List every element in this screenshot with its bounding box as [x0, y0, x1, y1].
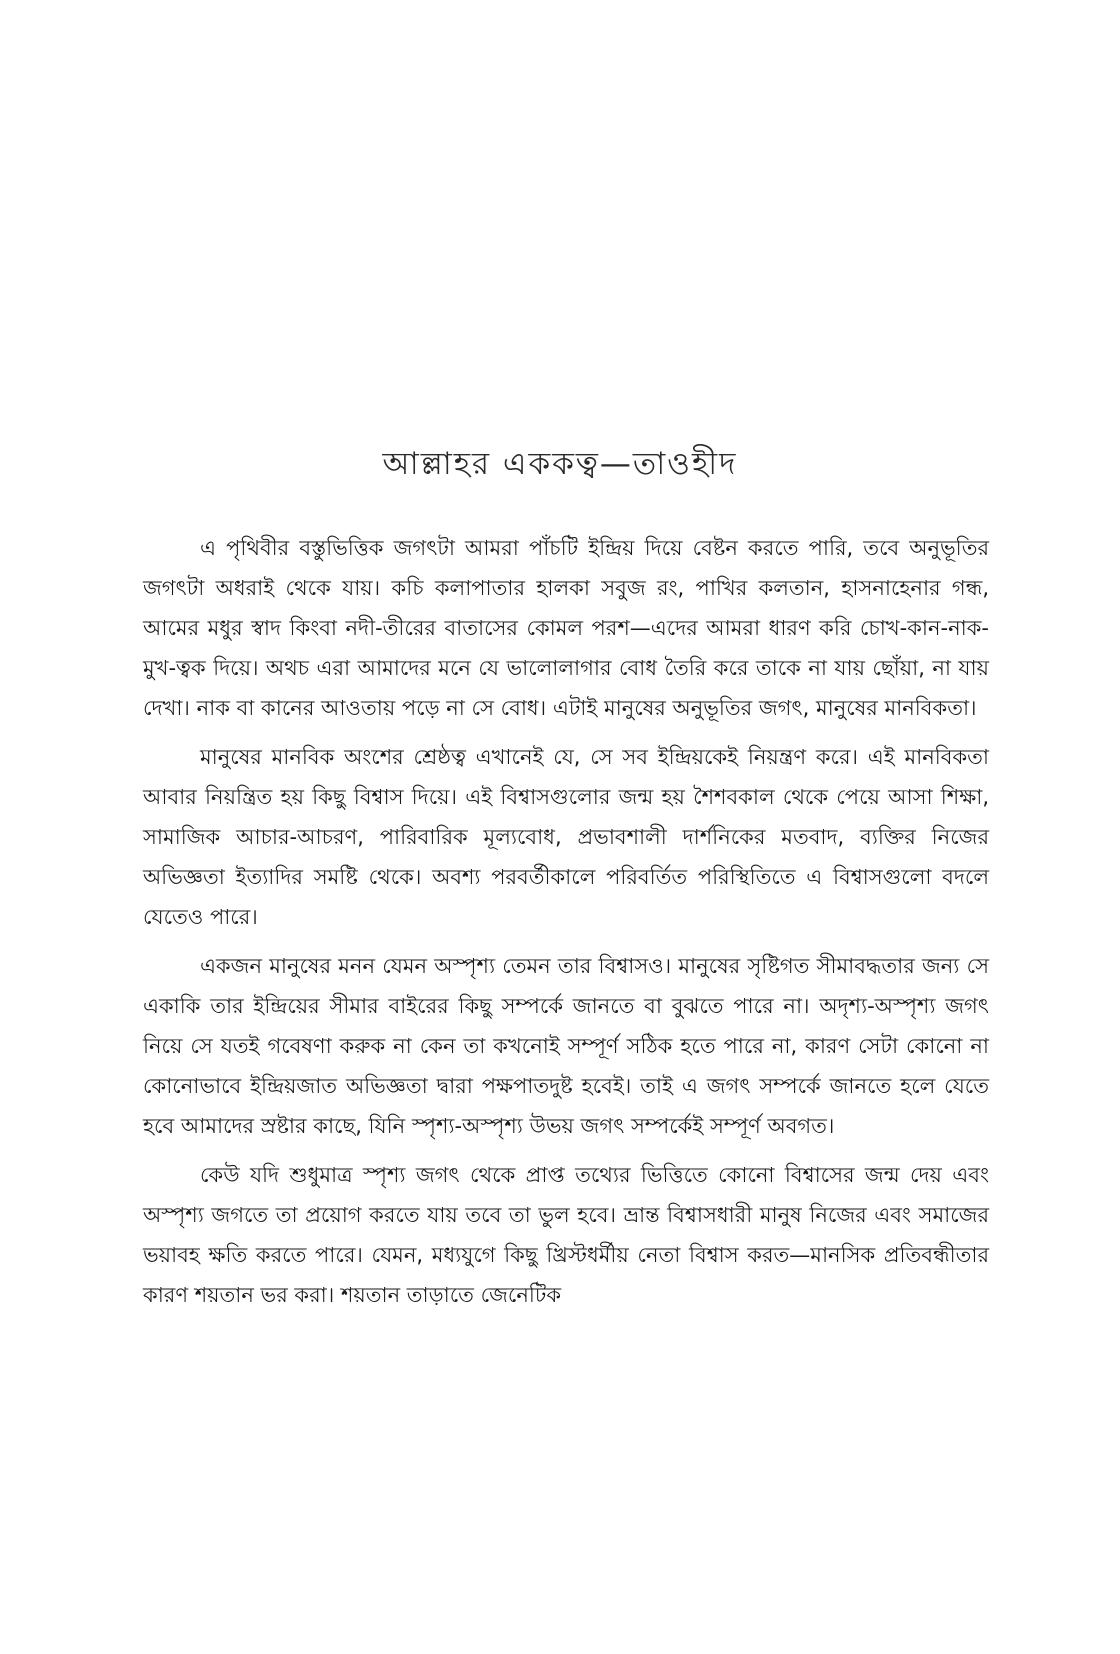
chapter-title: আল্লাহর এককত্ব—তাওহীদ: [382, 446, 738, 482]
paragraph-3: একজন মানুষের মনন যেমন অস্পৃশ্য তেমন তার বিশ্বাসও। মানুষের সৃষ্টিগত সীমাবদ্ধতার জন্য সে একাকি তার ইন্দ্রিয়ের সীমার বাইরের কিছু সম্পর্কে জানতে বা বুঝতে পারে না। অদৃশ্য-অস্পৃশ্য জগৎ নিয়ে সে যতই গবেষণা করুক না কেন তা কখনোই সম্পূর্ণ সঠিক হতে পারে না, কারণ সেটা কোনো না কোনোভাবে ইন্দ্রিয়জাত অভিজ্ঞতা দ্বারা পক্ষপাতদুষ্ট হবেই। তাই এ জগৎ সম্পর্কে জানতে হলে যেতে হবে আমাদের স্রষ্টার কাছে, যিনি স্পৃশ্য-অস্পৃশ্য উভয় জগৎ সম্পর্কেই সম্পূর্ণ অবগত।: [143, 954, 989, 1138]
chapter-body: [143, 528, 989, 1324]
paragraph-4: কেউ যদি শুধুমাত্র স্পৃশ্য জগৎ থেকে প্রাপ্ত তথ্যের ভিত্তিতে কোনো বিশ্বাসের জন্ম দেয় এবং অস্পৃশ্য জগতে তা প্রয়োগ করতে যায় তবে তা ভুল হবে। ভ্রান্ত বিশ্বাসধারী মানুষ নিজের এবং সমাজের ভয়াবহ ক্ষতি করতে পারে। যেমন, মধ্যযুগে কিছু খ্রিস্টধর্মীয় নেতা বিশ্বাস করত—মানসিক প্রতিবন্ধীতার কারণ শয়তান ভর করা। শয়তান তাড়াতে জেনেটিক: [143, 1163, 989, 1307]
paragraph-2: মানুষের মানবিক অংশের শ্রেষ্ঠত্ব এখানেই যে, সে সব ইন্দ্রিয়কেই নিয়ন্ত্রণ করে। এই মানবিকতা আবার নিয়ন্ত্রিত হয় কিছু বিশ্বাস দিয়ে। এই বিশ্বাসগুলোর জন্ম হয় শৈশবকাল থেকে পেয়ে আসা শিক্ষা, সামাজিক আচার-আচরণ, পারিবারিক মূল্যবোধ, প্রভাবশালী দার্শনিকের মতবাদ, ব্যক্তির নিজের অভিজ্ঞতা ইত্যাদির সমষ্টি থেকে। অবশ্য পরবর্তীকালে পরিবর্তিত পরিস্থিতিতে এ বিশ্বাসগুলো বদলে যেতেও পারে।: [143, 745, 989, 929]
paragraph-1: এ পৃথিবীর বস্তুভিত্তিক জগৎটা আমরা পাঁচটি ইন্দ্রিয় দিয়ে বেষ্টন করতে পারি, তবে অনুভূতির জগৎটা অধরাই থেকে যায়। কচি কলাপাতার হালকা সবুজ রং, পাখির কলতান, হাসনাহেনার গন্ধ, আমের মধুর স্বাদ কিংবা নদী-তীরের বাতাসের কোমল পরশ—এদের আমরা ধারণ করি চোখ-কান-নাক-মুখ-ত্বক দিয়ে। অথচ এরা আমাদের মনে যে ভালোলাগার বোধ তৈরি করে তাকে না যায় ছোঁয়া, না যায় দেখা। নাক বা কানের আওতায় পড়ে না সে বোধ। এটাই মানুষের অনুভূতির জগৎ, মানুষের মানবিকতা।: [143, 536, 989, 720]
